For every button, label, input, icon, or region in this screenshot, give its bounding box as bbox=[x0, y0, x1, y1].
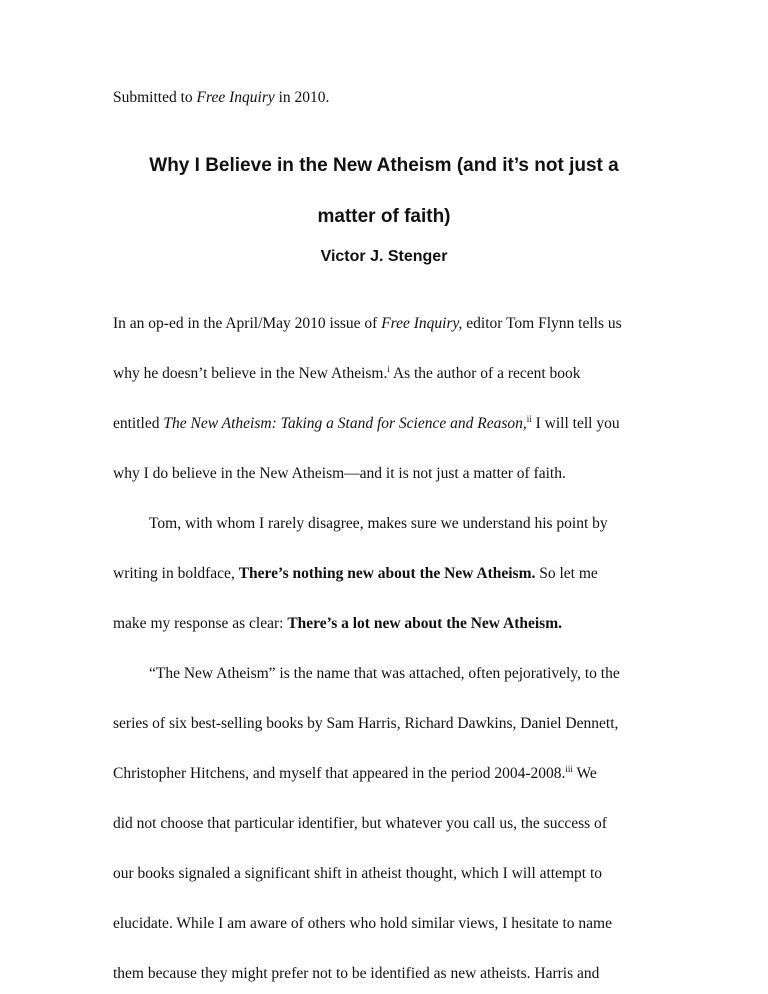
paragraph-3-line-2: series of six best-selling books by Sam Harris, Richard Dawkins, Daniel Dennett, bbox=[113, 715, 619, 732]
text-span: As the author of a recent book bbox=[389, 365, 581, 382]
submission-prefix: Submitted to bbox=[113, 89, 197, 106]
paragraph-2-line-2 bbox=[113, 564, 598, 584]
journal-title: Free Inquiry, bbox=[381, 315, 463, 332]
text-span: make my response as clear: bbox=[113, 615, 288, 632]
paragraph-3-line-4: did not choose that particular identifier, but whatever you call us, the success of bbox=[113, 815, 607, 832]
bold-claim: There’s nothing new about the New Atheism. bbox=[238, 565, 536, 582]
submission-suffix: in 2010. bbox=[274, 89, 330, 106]
text-span: We bbox=[572, 765, 597, 782]
paragraph-3-line-3 bbox=[113, 764, 597, 784]
text-span: writing in boldface, bbox=[113, 565, 239, 582]
paragraph-2-line-1: Tom, with whom I rarely disagree, makes sure we understand his point by bbox=[149, 515, 608, 532]
text-span: entitled bbox=[113, 415, 164, 432]
submission-journal: Free Inquiry bbox=[196, 89, 275, 106]
text-span: Christopher Hitchens, and myself that appeared in the period 2004-2008. bbox=[113, 765, 566, 782]
text-span: I will tell you bbox=[531, 415, 620, 432]
bold-response: There’s a lot new about the New Atheism. bbox=[287, 615, 562, 632]
paragraph-2-line-3 bbox=[113, 614, 562, 634]
footnote-marker[interactable]: iii bbox=[565, 764, 573, 774]
paragraph-1-line-1 bbox=[113, 314, 622, 334]
paragraph-1-line-2 bbox=[113, 364, 581, 384]
paragraph-3-line-1: “The New Atheism” is the name that was attached, often pejoratively, to the bbox=[149, 665, 620, 682]
paragraph-3-line-5: our books signaled a significant shift in atheist thought, which I will attempt to bbox=[113, 865, 603, 882]
footnote-marker[interactable]: ii bbox=[526, 414, 532, 424]
title-line-1: Why I Believe in the New Atheism (and it’s not just a bbox=[149, 155, 619, 176]
text-span: editor Tom Flynn tells us bbox=[462, 315, 622, 332]
footnote-marker[interactable]: i bbox=[387, 364, 390, 374]
text-span: In an op-ed in the April/May 2010 issue of bbox=[113, 315, 382, 332]
submission-note bbox=[113, 88, 329, 108]
paragraph-3-line-7: them because they might prefer not to be identified as new atheists. Harris and bbox=[113, 965, 600, 982]
paragraph-3-line-6: elucidate. While I am aware of others who hold similar views, I hesitate to name bbox=[113, 915, 612, 932]
book-title: The New Atheism: Taking a Stand for Science and Reason, bbox=[163, 415, 527, 432]
author-name: Victor J. Stenger bbox=[320, 248, 448, 265]
text-span: So let me bbox=[535, 565, 598, 582]
paragraph-1-line-3 bbox=[113, 414, 620, 434]
paragraph-1-line-4: why I do believe in the New Atheism—and it is not just a matter of faith. bbox=[113, 465, 566, 482]
text-span: why he doesn’t believe in the New Atheism. bbox=[113, 365, 388, 382]
document-title bbox=[100, 140, 668, 242]
title-line-2: matter of faith) bbox=[317, 206, 451, 227]
